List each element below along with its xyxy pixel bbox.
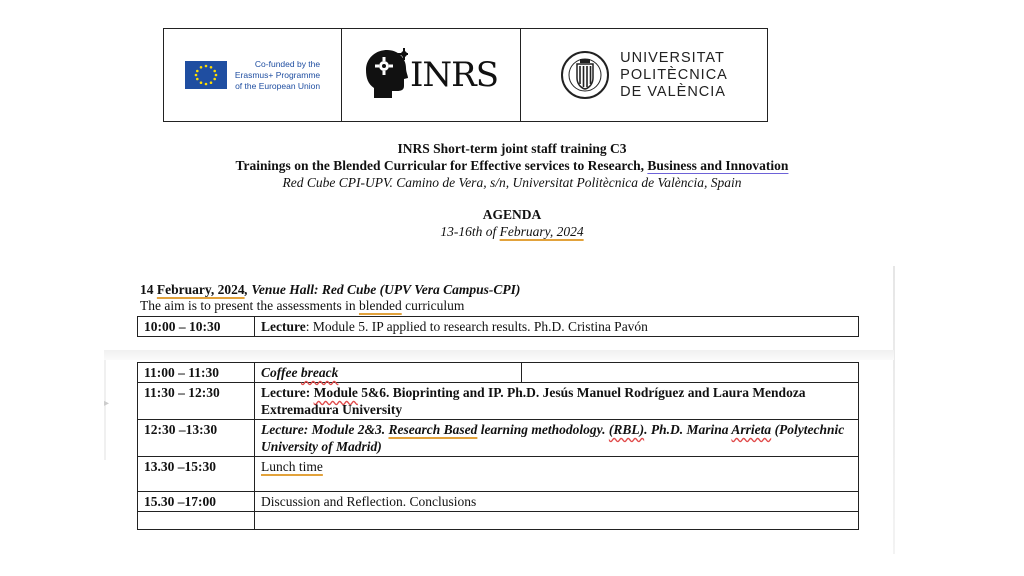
subtitle-highlight: Business and Innovation — [647, 158, 789, 173]
s4-part-b: Research Based — [388, 422, 478, 437]
upv-logo-cell — [521, 29, 767, 121]
eu-logo — [185, 59, 320, 92]
subtitle-part: Trainings on the Blended Curricular for Effective services to Research, — [235, 158, 648, 173]
coffee-part: Coffee — [261, 365, 301, 380]
agenda-heading: AGENDA — [482, 207, 542, 222]
table-row — [138, 363, 859, 383]
day-date: February, 2024 — [156, 282, 245, 297]
session-time: 12:30 –13:30 — [138, 420, 255, 457]
page-edge — [893, 266, 895, 554]
aim-highlight: blended — [358, 298, 402, 313]
upv-line-2: POLITÈCNICA — [620, 66, 728, 83]
upv-line-1: UNIVERSITAT — [620, 49, 725, 66]
session-desc — [255, 363, 859, 383]
agenda-table-1 — [137, 316, 859, 337]
s3-part-b: Module — [313, 385, 358, 400]
eu-line-3: of the European Union — [235, 80, 321, 91]
upv-logo — [560, 50, 728, 101]
chevron-right-icon: ▸ — [104, 398, 110, 409]
session-desc — [255, 383, 859, 420]
day-date-num: 14 — [140, 282, 157, 297]
eu-logo-cell — [164, 29, 342, 121]
eu-logo-text — [235, 59, 320, 92]
session-time: 11:00 – 11:30 — [138, 363, 255, 383]
session-time: 15.30 –17:00 — [138, 492, 255, 512]
logo-header — [163, 28, 768, 122]
s4-part-c: learning methodology. — [477, 422, 609, 437]
inrs-logo-text: INRS — [409, 55, 499, 95]
s4-part-a: Lecture: Module 2&3. — [261, 422, 389, 437]
day-date-venue — [140, 282, 520, 298]
session-label: Lecture — [261, 319, 306, 334]
s4-part-d: (RBL) — [608, 422, 645, 437]
s3-part-c: 5&6. Bioprinting and IP. Ph.D. Jesús Manuel Rodríguez and Laura Mendoza Extremadura University — [261, 385, 806, 417]
page-gap — [104, 350, 894, 360]
inrs-logo-cell — [342, 29, 521, 121]
table-row — [138, 420, 859, 457]
eu-flag-icon — [185, 61, 227, 89]
s4-part-g: (Polytechnic University of Madrid) — [261, 422, 845, 454]
lunch-text: Lunch time — [261, 459, 323, 474]
s4-part-f: Arrieta — [731, 422, 772, 437]
coffee-break-text — [255, 363, 522, 382]
dates-part: 13-16th of — [440, 224, 500, 239]
empty-time-cell — [138, 512, 255, 530]
title-block — [0, 140, 1024, 240]
s3-part-a: Lecture: — [261, 385, 314, 400]
session-desc — [255, 457, 859, 492]
session-desc — [255, 420, 859, 457]
session-time: 11:30 – 12:30 — [138, 383, 255, 420]
upv-line-3: DE VALÈNCIA — [620, 83, 726, 100]
training-title: INRS Short-term joint staff training C3 — [397, 141, 627, 156]
agenda-table-2 — [137, 362, 859, 530]
dates-highlight: February, 2024 — [499, 224, 584, 239]
session-desc — [255, 317, 859, 337]
agenda-dates — [0, 223, 1024, 240]
eu-line-2: Erasmus+ Programme — [234, 69, 321, 80]
table-row — [138, 317, 859, 337]
upv-seal-icon — [560, 50, 610, 100]
venue-address: Red Cube CPI-UPV. Camino de Vera, s/n, Universitat Politècnica de València, Spain — [282, 175, 742, 190]
training-subtitle — [0, 157, 1024, 174]
session-desc: Discussion and Reflection. Conclusions — [255, 492, 859, 512]
aim-end: curriculum — [401, 298, 465, 313]
aim-part: The aim is to present the assessments in — [140, 298, 359, 313]
upv-logo-text — [620, 50, 728, 101]
head-silhouette-icon — [364, 48, 408, 102]
session-text: : Module 5. IP applied to research results. Ph.D. Cristina Pavón — [305, 319, 648, 334]
table-row — [138, 512, 859, 530]
table-row — [138, 492, 859, 512]
table-row — [138, 457, 859, 492]
inrs-logo — [364, 48, 498, 102]
page-edge-left — [104, 360, 106, 460]
session-time: 10:00 – 10:30 — [138, 317, 255, 337]
empty-cell — [522, 363, 858, 382]
s4-part-e: . Ph.D. Marina — [644, 422, 732, 437]
eu-line-1: Co-funded by the — [254, 58, 321, 69]
session-time: 13.30 –15:30 — [138, 457, 255, 492]
day-header — [140, 282, 520, 314]
empty-desc-cell — [255, 512, 859, 530]
coffee-misspelled: breack — [300, 365, 339, 380]
table-row — [138, 383, 859, 420]
day-venue: , Venue Hall: Red Cube (UPV Vera Campus-CPI) — [244, 282, 521, 297]
day-aim — [140, 298, 520, 314]
